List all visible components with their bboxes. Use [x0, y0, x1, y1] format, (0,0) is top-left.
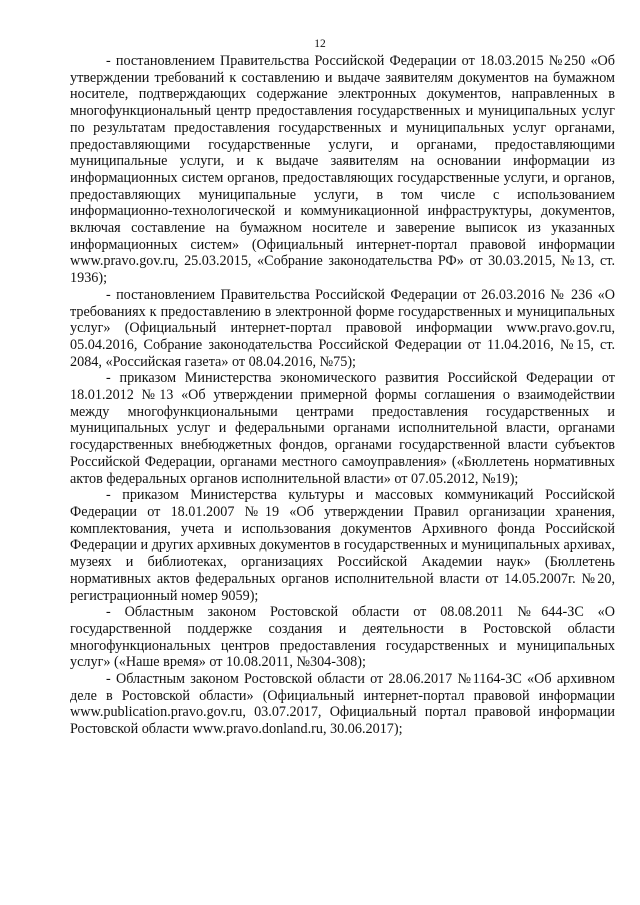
paragraph-law-1164: - Областным законом Ростовской области от 28.06.2017 №1164-ЗС «Об архивном деле в Ростовской области» (Официальный интернет-портал правовой информации www.publication.pravo.gov.ru, 03.07.2017, Официальный портал правовой информации Ростовской области www.pravo.donland.ru, 30.06.2017); — [70, 671, 615, 738]
paragraph-decree-250: - постановлением Правительства Российской Федерации от 18.03.2015 №250 «Об утверждении требований к составлению и выдаче заявителям документов на бумажном носителе, подтверждающих содержание электронных документов, направленных в многофункциональный центр предоставления государственных и муниципальных услуг по результатам предоставления государственных и муниципальных услуг органами, предоставляющими государственные услуги, и органами, предоставляющими муниципальные услуги, и к выдаче заявителям на основании информации из информационных систем органов, предоставляющих государственные услуги, и органов, предоставляющих муниципальные услуги, в том числе с использованием информационно-технологической и коммуникационной инфраструктуры, документов, включая составление на бумажном носителе и заверение выписок из указанных информационных систем» (Официальный интернет-портал правовой информации www.pravo.gov.ru, 25.03.2015, «Собрание законодательства РФ» от 30.03.2015, №13, ст. 1936); — [70, 53, 615, 287]
paragraph-order-13: - приказом Министерства экономического развития Российской Федерации от 18.01.2012 №13 «Об утверждении примерной формы соглашения о взаимодействии между многофункциональными центрами предоставления государственных и муниципальных услуг и федеральными органами исполнительной власти, органами государственных внебюджетных фондов, органами государственной власти субъектов Российской Федерации, органами местного самоуправления» («Бюллетень нормативных актов федеральных органов исполнительной власти» от 07.05.2012, №19); — [70, 370, 615, 487]
document-body — [70, 53, 615, 738]
page-number: 12 — [314, 38, 326, 50]
paragraph-order-19: - приказом Министерства культуры и массовых коммуникаций Российской Федерации от 18.01.2007 №19 «Об утверждении Правил организации хранения, комплектования, учета и использования документов Архивного фонда Российской Федерации и других архивных документов в государственных и муниципальных архивах, музеях и библиотеках, организациях Российской Академии наук» (Бюллетень нормативных актов федеральных органов исполнительной власти от 14.05.2007г. №20, регистрационный номер 9059); — [70, 487, 615, 604]
paragraph-decree-236: - постановлением Правительства Российской Федерации от 26.03.2016 № 236 «О требованиях к предоставлению в электронной форме государственных и муниципальных услуг» (Официальный интернет-портал правовой информации www.pravo.gov.ru, 05.04.2016, Собрание законодательства Российской Федерации от 11.04.2016, №15, ст. 2084, «Российская газета» от 08.04.2016, №75); — [70, 286, 615, 370]
paragraph-law-644: - Областным законом Ростовской области от 08.08.2011 №644-ЗС «О государственной поддержке создания и деятельности в Ростовской области многофункциональных центров предоставления государственных и муниципальных услуг» («Наше время» от 10.08.2011, №304-308); — [70, 604, 615, 671]
